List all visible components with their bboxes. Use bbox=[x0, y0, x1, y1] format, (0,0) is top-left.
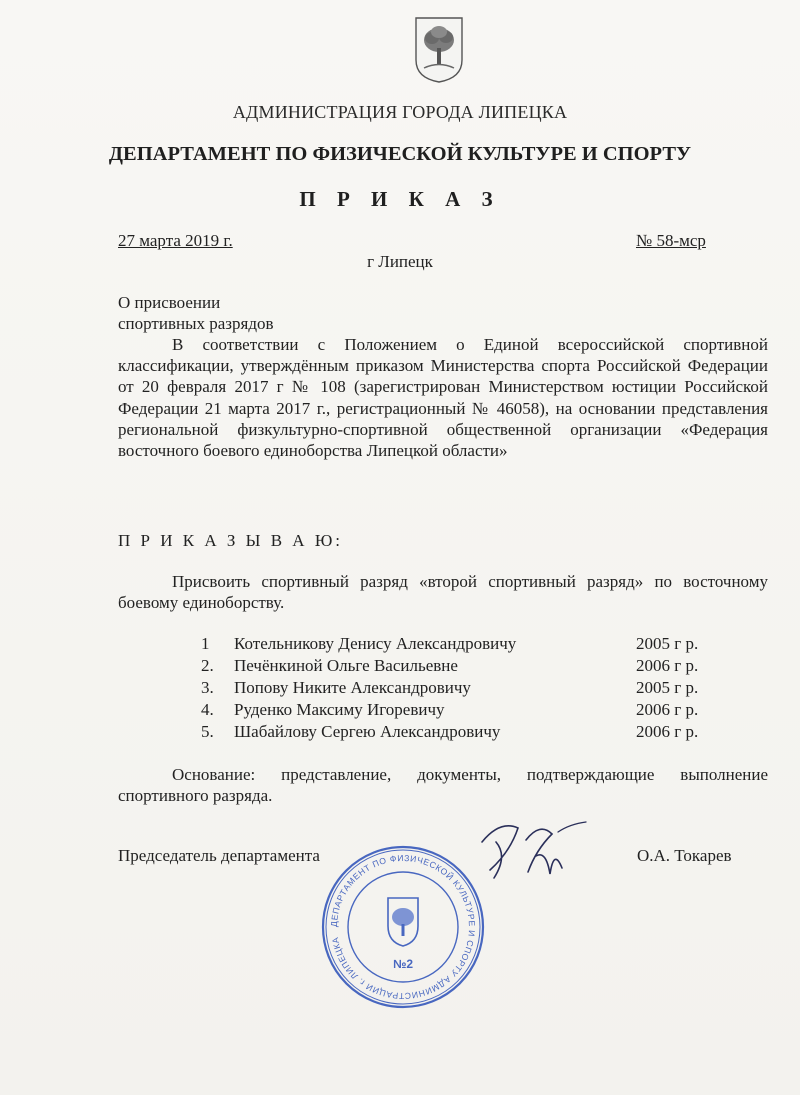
athlete-list bbox=[201, 634, 741, 744]
list-item-year: 2006 г р. bbox=[636, 656, 699, 675]
order-number: № 58-мср bbox=[636, 231, 706, 250]
department-heading: ДЕПАРТАМЕНТ ПО ФИЗИЧЕСКОЙ КУЛЬТУРЕ И СПОРТУ bbox=[108, 143, 692, 165]
list-item-number: 2. bbox=[201, 656, 214, 675]
subject-line-2: спортивных разрядов bbox=[118, 314, 274, 333]
list-item-name: Котельникову Денису Александровичу bbox=[234, 634, 517, 653]
document-type-title: П Р И К А З bbox=[299, 187, 501, 211]
assignment-paragraph: Присвоить спортивный разряд «второй спортивный разряд» по восточному боевому единоборству. bbox=[118, 572, 768, 613]
signatory-name: О.А. Токарев bbox=[637, 846, 732, 865]
list-item bbox=[201, 678, 741, 700]
list-item-year: 2005 г р. bbox=[636, 678, 699, 697]
basis-paragraph: Основание: представление, документы, подтверждающие выполнение спортивного разряда. bbox=[118, 765, 768, 806]
handwritten-signature bbox=[470, 812, 590, 892]
order-subject bbox=[118, 292, 274, 334]
list-item-name: Попову Никите Александровичу bbox=[234, 678, 471, 697]
order-directive: П Р И К А З Ы В А Ю: bbox=[118, 531, 344, 550]
list-item bbox=[201, 656, 741, 678]
list-item-year: 2005 г р. bbox=[636, 634, 699, 653]
list-item-name: Печёнкиной Ольге Васильевне bbox=[234, 656, 458, 675]
administration-heading: АДМИНИСТРАЦИЯ ГОРОДА ЛИПЕЦКА bbox=[232, 102, 568, 122]
list-item-name: Руденко Максиму Игоревичу bbox=[234, 700, 445, 719]
signatory-title: Председатель департамента bbox=[118, 846, 320, 865]
official-stamp bbox=[318, 842, 488, 1012]
stamp-number: №2 bbox=[392, 957, 414, 971]
list-item-year: 2006 г р. bbox=[636, 700, 699, 719]
list-item-number: 3. bbox=[201, 678, 214, 697]
preamble-paragraph: В соответствии с Положением о Единой всероссийской спортивной классификации, утверждённым приказом Министерства спорта Российской Федерации от 20 февраля 2017 г № 108 (зарегистрирован Министерством юстиции Российской Федерации 21 марта 2017 г., регистрационный № 46058), на основании представления региональной физкультурно-спортивной общественной организации «Федерация восточного боевого единоборства Липецкой области» bbox=[118, 335, 768, 461]
order-city: г Липецк bbox=[367, 252, 433, 271]
city-coat-of-arms-icon bbox=[414, 16, 464, 84]
list-item bbox=[201, 722, 741, 744]
list-item-number: 5. bbox=[201, 722, 214, 741]
order-date: 27 марта 2019 г. bbox=[118, 231, 233, 250]
list-item bbox=[201, 700, 741, 722]
stamp-ring-text: ДЕПАРТАМЕНТ ПО ФИЗИЧЕСКОЙ КУЛЬТУРЕ И СПОРТУ АДМИНИСТРАЦИИ г. ЛИПЕЦКА bbox=[328, 852, 478, 1002]
list-item-name: Шабайлову Сергею Александровичу bbox=[234, 722, 501, 741]
list-item bbox=[201, 634, 741, 656]
list-item-number: 4. bbox=[201, 700, 214, 719]
list-item-number: 1 bbox=[201, 634, 210, 653]
list-item-year: 2006 г р. bbox=[636, 722, 699, 741]
subject-line-1: О присвоении bbox=[118, 293, 221, 312]
